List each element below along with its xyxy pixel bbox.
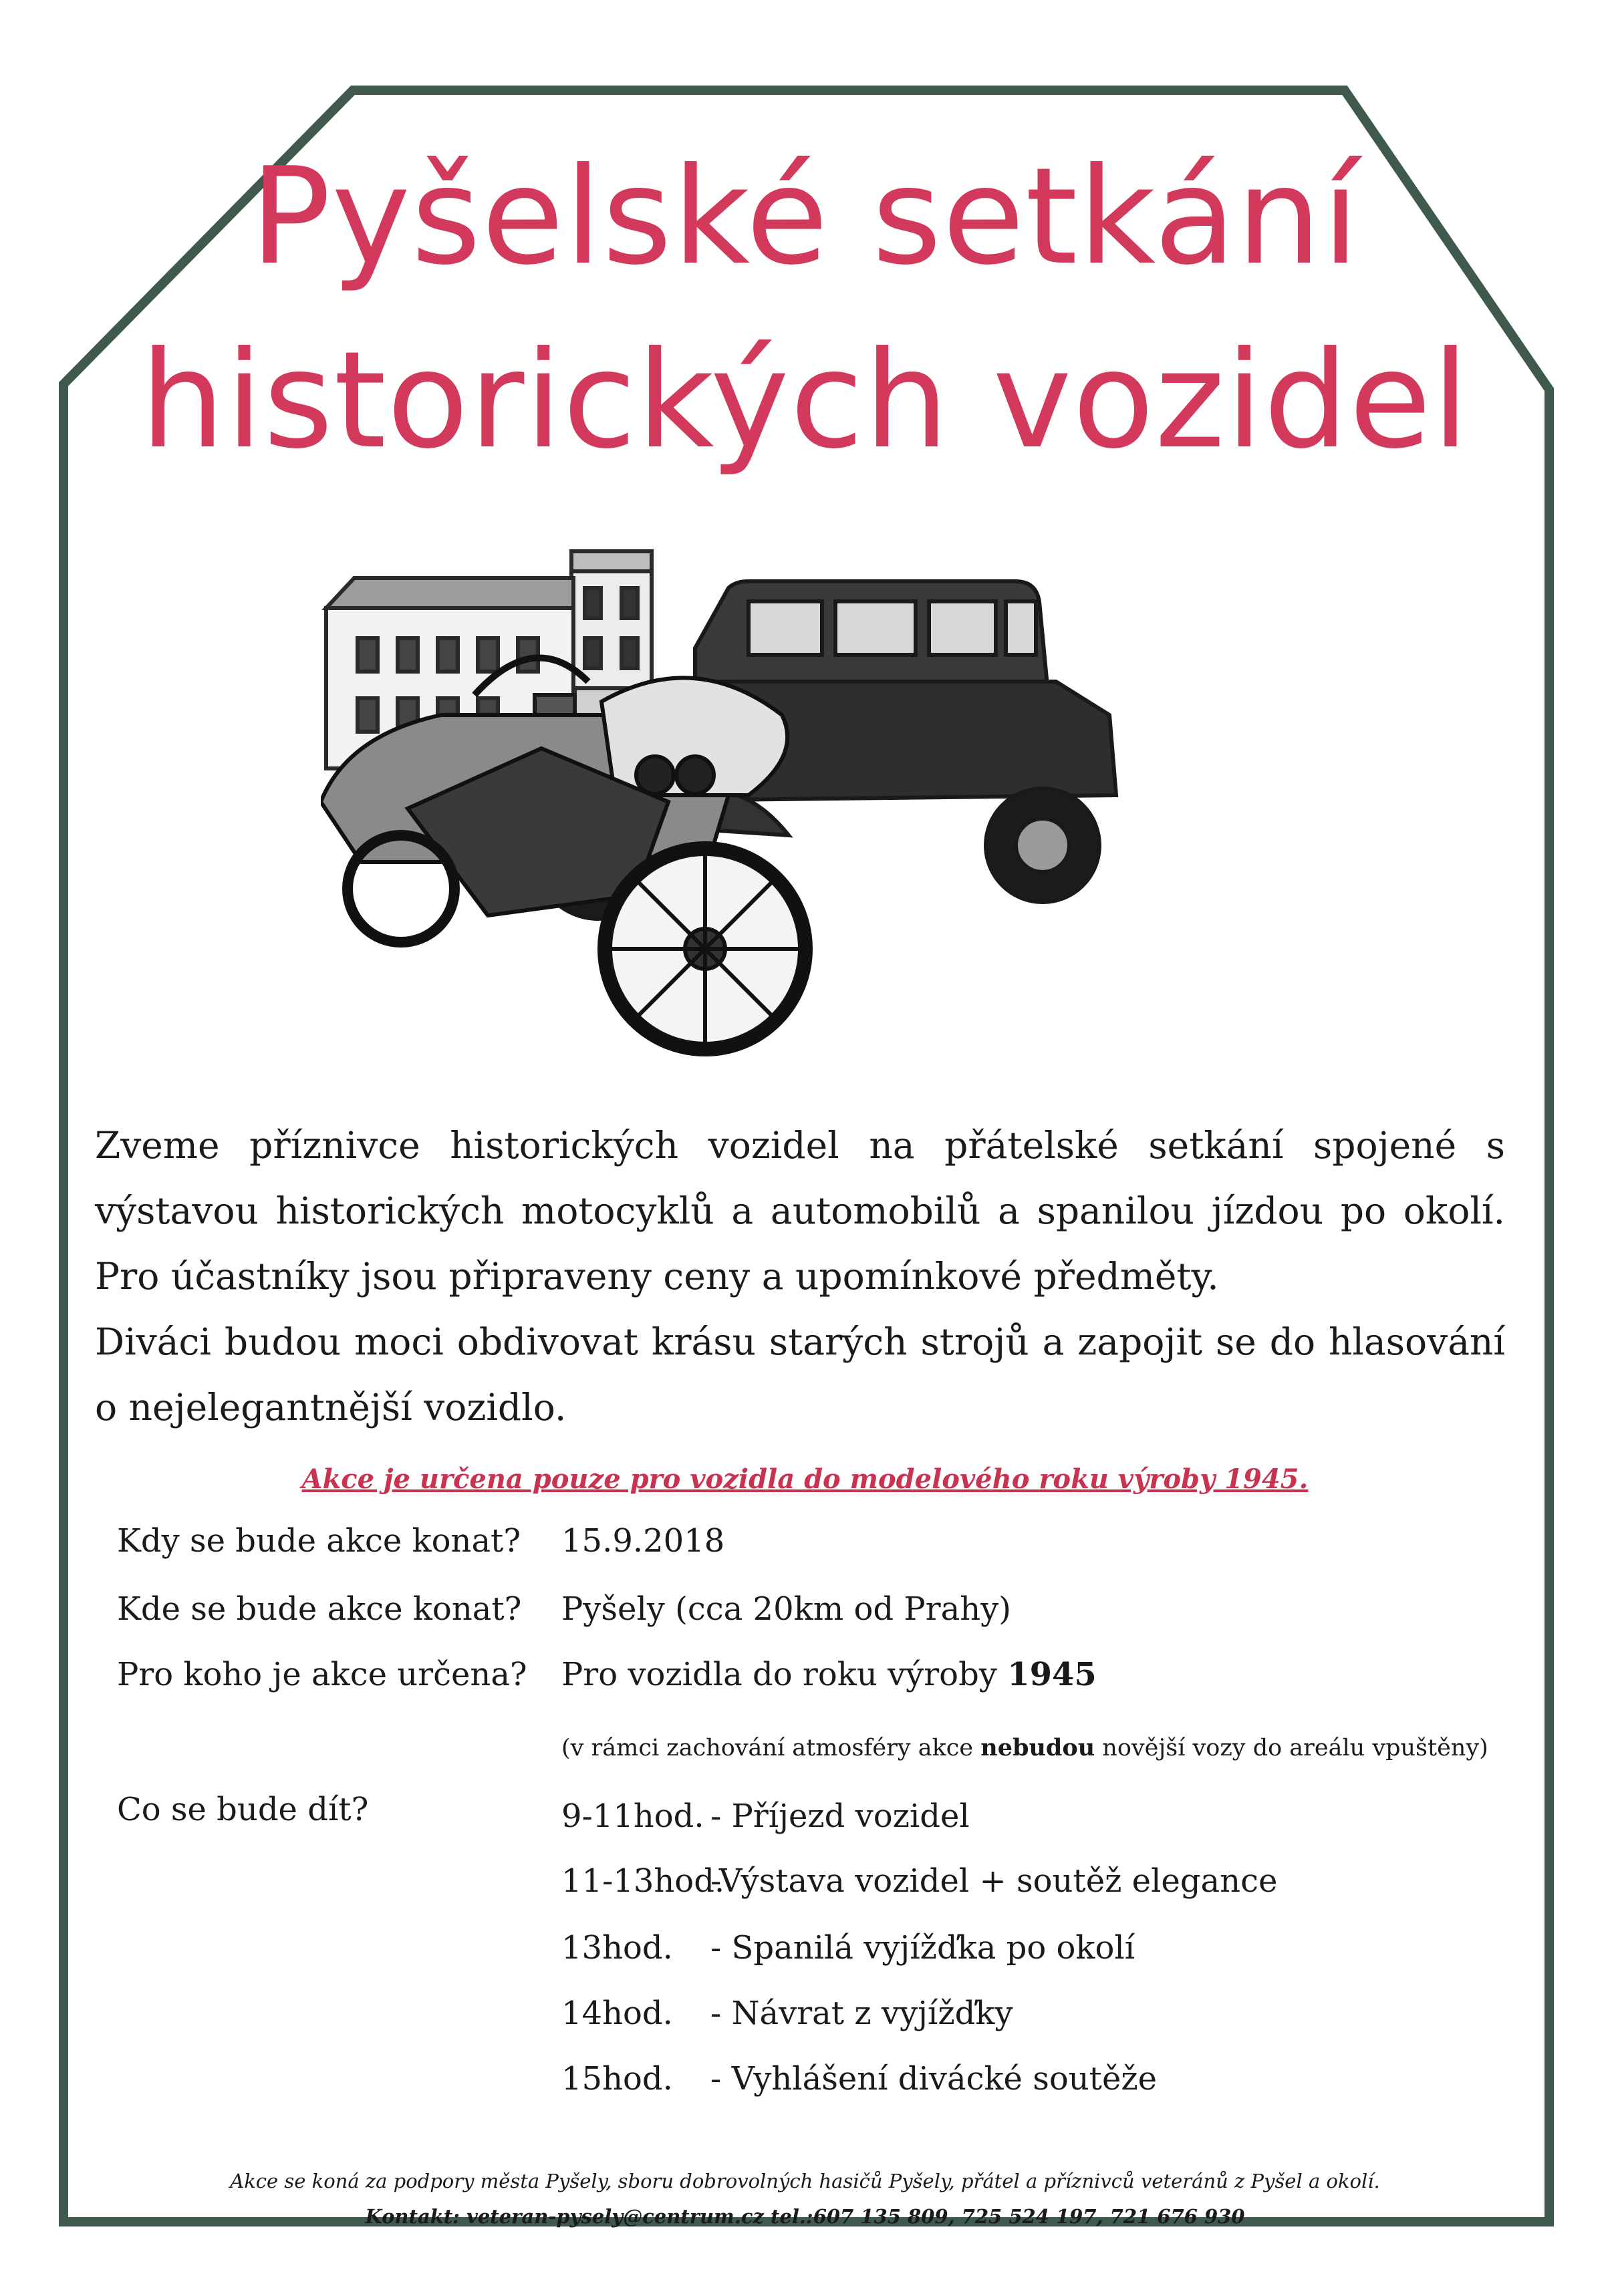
program-time: 9-11hod.	[561, 1798, 704, 1835]
who-note-bold: nebudou	[980, 1734, 1095, 1761]
program-time: 14hod.	[561, 1995, 673, 2032]
intro-text	[95, 1113, 1505, 1440]
program-time: 13hod.	[561, 1929, 673, 1967]
who-question: Pro koho je akce určena?	[117, 1656, 527, 1693]
who-answer	[561, 1656, 1097, 1693]
who-note-post: novější vozy do areálu vpuštěny)	[1095, 1735, 1488, 1761]
program-time: 11-13hod.	[561, 1862, 725, 1900]
where-answer: Pyšely (cca 20km od Prahy)	[561, 1590, 1011, 1628]
footer-contact: Kontakt: veteran-pysely@centrum.cz tel.:607 135 809, 725 524 197, 721 676 930	[365, 2205, 1245, 2228]
program-activity: -Výstava vozidel + soutěž elegance	[710, 1862, 1278, 1900]
intro-paragraph-2: Diváci budou moci obdivovat krásu starých strojů a zapojit se do hlasování o nejelegantnější vozidlo.	[95, 1320, 1505, 1429]
vehicle-year-notice: Akce je určena pouze pro vozidla do modelového roku výroby 1945.	[301, 1463, 1309, 1495]
intro-paragraph-1: Zveme příznivce historických vozidel na přátelské setkání spojené s výstavou historických motocyklů a automobilů a spanilou jízdou po okolí. Pro účastníky jsou připraveny ceny a upomínkové předměty.	[95, 1124, 1505, 1298]
program-activity: - Spanilá vyjížďka po okolí	[710, 1929, 1135, 1967]
who-answer-text: Pro vozidla do roku výroby	[561, 1656, 997, 1693]
program-time: 15hod.	[561, 2060, 673, 2098]
who-answer-year: 1945	[1007, 1656, 1097, 1693]
when-question: Kdy se bude akce konat?	[117, 1522, 521, 1560]
when-answer: 15.9.2018	[561, 1522, 725, 1560]
program-activity: - Příjezd vozidel	[710, 1798, 970, 1835]
program-activity: - Vyhlášení divácké soutěže	[710, 2060, 1158, 2098]
where-question: Kde se bude akce konat?	[117, 1590, 522, 1628]
title-line-2: historických vozidel	[140, 323, 1470, 478]
program-activity: - Návrat z vyjížďky	[710, 1995, 1013, 2032]
vintage-vehicles-illustration	[321, 515, 1270, 1069]
who-note-pre: (v rámci zachování atmosféry akce	[561, 1735, 981, 1761]
title-line-1: Pyšelské setkání	[250, 139, 1360, 295]
footer-support: Akce se koná za podpory města Pyšely, sboru dobrovolných hasičů Pyšely, přátel a příznivců veteránů z Pyšel a okolí.	[230, 2170, 1380, 2192]
who-note	[561, 1734, 1488, 1761]
what-question: Co se bude dít?	[117, 1791, 369, 1828]
